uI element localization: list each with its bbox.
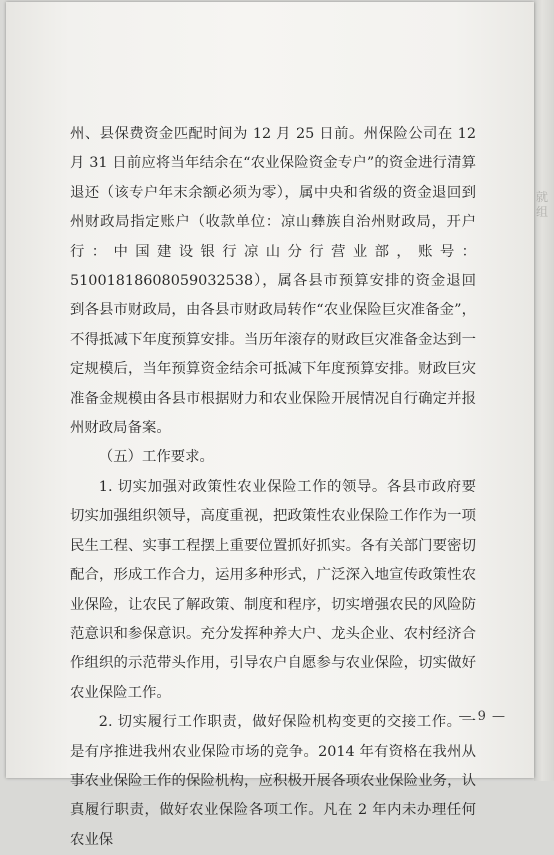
document-body bbox=[70, 120, 476, 855]
section-heading-work-requirements: （五）工作要求。 bbox=[98, 449, 214, 466]
page-number: — 9 — bbox=[458, 709, 506, 724]
paragraph-leadership: 1. 切实加强对政策性农业保险工作的领导。各县市政府要切实加强组织领导，高度重视，把政策性农业保险工作作为一项民生工程、实事工程摆上重要位置抓好抓实。各有关部门要密切配合，形成工作合力，运用多种形式，广泛深入地宣传政策性农业保险，让农民了解政策、制度和程序，切实增强农民的风险防范意识和参保意识。充分发挥种养大户、龙头企业、农村经济合作组织的示范带头作用，引导农户自愿参与农业保险，切实做好农业保险工作。 bbox=[70, 478, 476, 701]
scanner-background-strip bbox=[534, 0, 554, 781]
bleed-through-text: 就组 bbox=[536, 190, 549, 219]
paragraph-fund-settlement: 州、县保费资金匹配时间为 12 月 25 日前。州保险公司在 12 月 31 日前应将当年结余在“农业保险资金专户”的资金进行清算退还（该专户年末余额必须为零），属中央和省级的资金退回到州财政局指定账户（收款单位：凉山彝族自治州财政局，开户行：中国建设银行凉山分行营业部，账号：51001818608059032538），属各县市预算安排的资金退回到各县市财政局，由各县市财政局转作“农业保险巨灾准备金”，不得抵减下年度预算安排。当历年滚存的财政巨灾准备金达到一定规模后，当年预算资金结余可抵减下年度预算安排。财政巨灾准备金规模由各县市根据财力和农业保险开展情况自行确定并报州财政局备案。 bbox=[70, 126, 476, 437]
paragraph-duties: 2. 切实履行工作职责，做好保险机构变更的交接工作。一是有序推进我州农业保险市场的竞争。2014 年有资格在我州从事农业保险工作的保险机构，应积极开展各项农业保险业务，认真履行职责，做好农业保险各项工作。凡在 2 年内未办理任何农业保 bbox=[70, 714, 476, 848]
